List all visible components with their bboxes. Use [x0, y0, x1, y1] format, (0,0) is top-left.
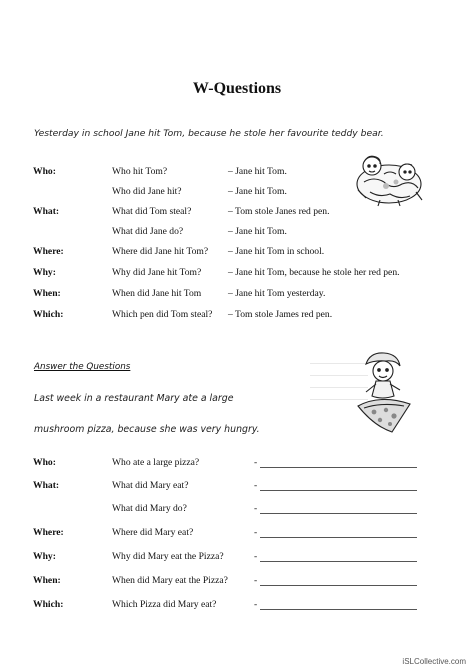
answer-text: – Tom stole James red pen. — [228, 309, 333, 320]
question-text: Who did Jane hit? — [112, 186, 182, 197]
question-text: What did Tom steal? — [112, 206, 192, 217]
answer-line[interactable] — [260, 585, 417, 586]
story-line: mushroom pizza, because she was very hungry. — [34, 424, 260, 435]
question-text: What did Jane do? — [112, 226, 184, 237]
answer-text: – Jane hit Tom in school. — [228, 246, 325, 257]
question-text: What did Mary eat? — [112, 480, 189, 491]
answer-dash: - — [254, 551, 258, 562]
answer-dash: - — [254, 575, 258, 586]
exercise-row — [0, 457, 474, 471]
answer-text: – Jane hit Tom. — [228, 186, 287, 197]
question-text: Which Pizza did Mary eat? — [112, 599, 217, 610]
question-text: Which pen did Tom steal? — [112, 309, 213, 320]
page-title: W-Questions — [192, 80, 282, 97]
exercise-row — [0, 551, 474, 565]
exercise-row — [0, 575, 474, 589]
question-word: Which: — [33, 599, 64, 610]
exercise-row — [0, 503, 474, 517]
story-line: Last week in a restaurant Mary ate a large — [34, 393, 234, 404]
answer-line[interactable] — [260, 537, 417, 538]
answer-line[interactable] — [260, 513, 417, 514]
girl-with-pizza-icon — [352, 350, 416, 440]
question-text: Why did Mary eat the Pizza? — [112, 551, 224, 562]
question-word: What: — [33, 206, 60, 217]
answer-text: – Jane hit Tom. — [228, 226, 287, 237]
question-word: Who: — [33, 166, 56, 177]
answer-line[interactable] — [260, 609, 417, 610]
question-word: Which: — [33, 309, 64, 320]
question-word: Where: — [33, 527, 64, 538]
answer-dash: - — [254, 503, 258, 514]
question-word: When: — [33, 575, 61, 586]
example-row — [0, 226, 474, 240]
exercise-row — [0, 599, 474, 613]
site-footer[interactable]: iSLCollective.com — [402, 657, 466, 666]
question-text: When did Mary eat the Pizza? — [112, 575, 228, 586]
answer-line[interactable] — [260, 467, 417, 468]
answer-dash: - — [254, 480, 258, 491]
section-heading: Answer the Questions — [34, 362, 131, 372]
question-word: Why: — [33, 551, 56, 562]
question-word: Where: — [33, 246, 64, 257]
exercise-row — [0, 527, 474, 541]
intro-text: Yesterday in school Jane hit Tom, because he stole her favourite teddy bear. — [34, 128, 384, 139]
question-word: When: — [33, 288, 61, 299]
answer-dash: - — [254, 527, 258, 538]
exercise-row — [0, 480, 474, 494]
question-text: What did Mary do? — [112, 503, 187, 514]
answer-text: – Jane hit Tom, because he stole her red pen. — [228, 267, 400, 278]
answer-text: – Tom stole Janes red pen. — [228, 206, 330, 217]
answer-line[interactable] — [260, 561, 417, 562]
question-text: Where did Jane hit Tom? — [112, 246, 209, 257]
question-text: Who ate a large pizza? — [112, 457, 200, 468]
question-text: Where did Mary eat? — [112, 527, 194, 538]
question-word: Why: — [33, 267, 56, 278]
question-word: What: — [33, 480, 60, 491]
example-row — [0, 309, 474, 323]
answer-text: – Jane hit Tom. — [228, 166, 287, 177]
answer-dash: - — [254, 599, 258, 610]
example-row — [0, 246, 474, 260]
answer-text: – Jane hit Tom yesterday. — [228, 288, 326, 299]
example-row — [0, 267, 474, 281]
example-row — [0, 206, 474, 220]
example-row — [0, 288, 474, 302]
answer-dash: - — [254, 457, 258, 468]
question-word: Who: — [33, 457, 56, 468]
question-text: Why did Jane hit Tom? — [112, 267, 202, 278]
kids-fighting-icon — [350, 152, 428, 208]
question-text: When did Jane hit Tom — [112, 288, 202, 299]
question-text: Who hit Tom? — [112, 166, 168, 177]
answer-line[interactable] — [260, 490, 417, 491]
